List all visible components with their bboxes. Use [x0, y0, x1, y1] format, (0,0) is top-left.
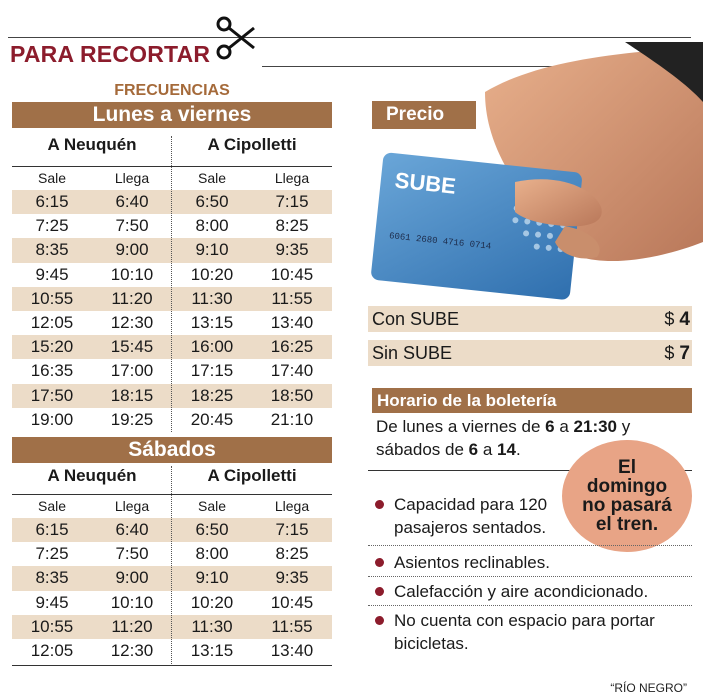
time-cell: 7:25 — [35, 544, 69, 564]
time-cell: 12:05 — [30, 641, 74, 660]
feature-item: Calefacción y aire acondicionado. — [368, 580, 692, 603]
saturday-destinations — [12, 463, 332, 489]
price-value: $ 7 — [664, 343, 690, 364]
price-heading: Precio — [372, 101, 476, 129]
time-cell: 8:35 — [35, 568, 69, 588]
feature-item: Capacidad para 120 pasajeros sentados. — [368, 493, 568, 539]
time-cell: 18:50 — [270, 385, 314, 405]
header-top-rule — [8, 37, 691, 38]
table-row — [12, 384, 332, 408]
time-cell: 10:45 — [270, 592, 314, 612]
time-cell: 9:45 — [35, 592, 69, 612]
time-cell: 17:15 — [190, 361, 234, 381]
time-cell: 12:05 — [30, 313, 74, 332]
dest-neuquen: A Neuquén — [47, 135, 137, 154]
time-cell: 10:10 — [110, 592, 154, 612]
dest-neuquen: A Neuquén — [47, 466, 137, 485]
time-cell: 7:50 — [115, 216, 149, 236]
dest-cipolletti: A Cipolletti — [207, 466, 297, 485]
ticket-office-heading: Horario de la boletería — [372, 388, 692, 413]
card-number: 6061 2680 4716 0714 — [388, 231, 492, 252]
col-llega: Llega — [274, 498, 310, 514]
feature-divider — [368, 545, 692, 546]
column-divider — [171, 136, 172, 432]
ticket-office-hours: De lunes a viernes de 6 a 21:30 y sábados de 6 a 14. — [376, 417, 631, 459]
table-row — [12, 311, 332, 335]
time-cell: 15:45 — [110, 337, 154, 357]
saturday-heading: Sábados — [12, 437, 332, 463]
time-cell: 19:00 — [30, 409, 74, 429]
time-cell: 6:40 — [115, 192, 149, 211]
table-row — [12, 639, 332, 663]
time-cell: 7:15 — [275, 192, 309, 211]
time-cell: 16:35 — [30, 361, 74, 381]
scissors-icon — [214, 16, 258, 60]
card-brand: SUBE — [393, 167, 458, 199]
time-cell: 8:35 — [35, 240, 69, 260]
time-cell: 9:00 — [115, 568, 149, 588]
price-value: $ 4 — [664, 309, 690, 330]
time-cell: 8:00 — [195, 544, 229, 564]
table-row — [12, 408, 332, 432]
table-row — [12, 335, 332, 359]
time-cell: 12:30 — [110, 641, 154, 660]
table-row — [12, 591, 332, 615]
time-cell: 6:40 — [115, 520, 149, 539]
time-cell: 6:50 — [195, 520, 229, 539]
feature-divider — [368, 576, 692, 577]
time-cell: 21:10 — [270, 409, 314, 429]
weekday-destinations — [12, 132, 332, 158]
table-row — [12, 518, 332, 542]
time-cell: 9:00 — [115, 240, 149, 260]
table-row — [12, 287, 332, 311]
time-cell: 9:35 — [275, 568, 309, 588]
time-cell: 17:00 — [110, 361, 154, 381]
time-cell: 9:35 — [275, 240, 309, 260]
time-cell: 11:20 — [111, 616, 153, 636]
credit: “RÍO NEGRO” — [610, 681, 687, 695]
time-cell: 12:30 — [110, 313, 154, 332]
col-sale: Sale — [197, 498, 227, 514]
time-cell: 20:45 — [190, 409, 234, 429]
table-row — [12, 566, 332, 590]
time-cell: 10:20 — [190, 592, 234, 612]
price-label: Sin SUBE — [372, 343, 453, 363]
weekday-heading: Lunes a viernes — [12, 102, 332, 128]
time-cell: 16:00 — [190, 337, 234, 357]
time-cell: 10:10 — [110, 264, 154, 284]
time-cell: 10:55 — [30, 616, 74, 636]
time-cell: 11:55 — [271, 288, 313, 308]
time-cell: 9:10 — [195, 568, 229, 588]
table-row — [12, 238, 332, 262]
weekday-column-headers — [12, 166, 332, 188]
time-cell: 10:45 — [270, 264, 314, 284]
feature-divider — [368, 605, 692, 606]
time-cell: 18:25 — [190, 385, 234, 405]
col-sale: Sale — [37, 170, 67, 186]
price-row-sin-sube — [368, 340, 692, 366]
bullet-icon — [375, 500, 384, 509]
bullet-icon — [375, 587, 384, 596]
time-cell: 15:20 — [30, 337, 74, 357]
table-row — [12, 542, 332, 566]
price-row-con-sube — [368, 306, 692, 332]
time-cell: 9:10 — [195, 240, 229, 260]
sube-card-photo — [365, 42, 703, 304]
page-title: PARA RECORTAR — [10, 41, 211, 67]
time-cell: 6:15 — [35, 520, 69, 539]
time-cell: 18:15 — [110, 385, 154, 405]
time-cell: 13:15 — [190, 641, 234, 660]
time-cell: 7:25 — [35, 216, 69, 236]
feature-item: Asientos reclinables. — [368, 551, 692, 574]
time-cell: 8:25 — [275, 544, 309, 564]
col-llega: Llega — [114, 498, 150, 514]
time-cell: 6:50 — [195, 192, 229, 211]
time-cell: 17:50 — [30, 385, 74, 405]
bullet-icon — [375, 558, 384, 567]
time-cell: 13:40 — [270, 313, 314, 332]
time-cell: 7:15 — [275, 520, 309, 539]
table-row — [12, 190, 332, 214]
table-row — [12, 214, 332, 238]
col-llega: Llega — [274, 170, 310, 186]
time-cell: 10:55 — [30, 288, 74, 308]
table-bottom-rule — [12, 665, 332, 666]
time-cell: 7:50 — [115, 544, 149, 564]
frequencies-label: FRECUENCIAS — [114, 82, 230, 99]
price-label: Con SUBE — [372, 309, 460, 329]
time-cell: 11:30 — [191, 288, 233, 308]
table-row — [12, 615, 332, 639]
dest-cipolletti: A Cipolletti — [207, 135, 297, 154]
time-cell: 10:20 — [190, 264, 234, 284]
table-row — [12, 359, 332, 383]
feature-item: No cuenta con espacio para portar bicicletas. — [368, 609, 678, 655]
time-cell: 13:15 — [190, 313, 234, 332]
col-sale: Sale — [197, 170, 227, 186]
saturday-column-headers — [12, 494, 332, 516]
sunday-notice-bubble: El domingo no pasará el tren. — [562, 440, 692, 552]
time-cell: 8:25 — [275, 216, 309, 236]
col-llega: Llega — [114, 170, 150, 186]
time-cell: 11:30 — [191, 616, 233, 636]
table-row — [12, 263, 332, 287]
column-divider — [171, 466, 172, 666]
time-cell: 6:15 — [35, 192, 69, 211]
time-cell: 16:25 — [270, 337, 314, 357]
time-cell: 17:40 — [270, 361, 314, 381]
col-sale: Sale — [37, 498, 67, 514]
time-cell: 11:20 — [111, 288, 153, 308]
bullet-icon — [375, 616, 384, 625]
time-cell: 9:45 — [35, 264, 69, 284]
time-cell: 19:25 — [110, 409, 154, 429]
time-cell: 11:55 — [271, 616, 313, 636]
time-cell: 8:00 — [195, 216, 229, 236]
time-cell: 13:40 — [270, 641, 314, 660]
